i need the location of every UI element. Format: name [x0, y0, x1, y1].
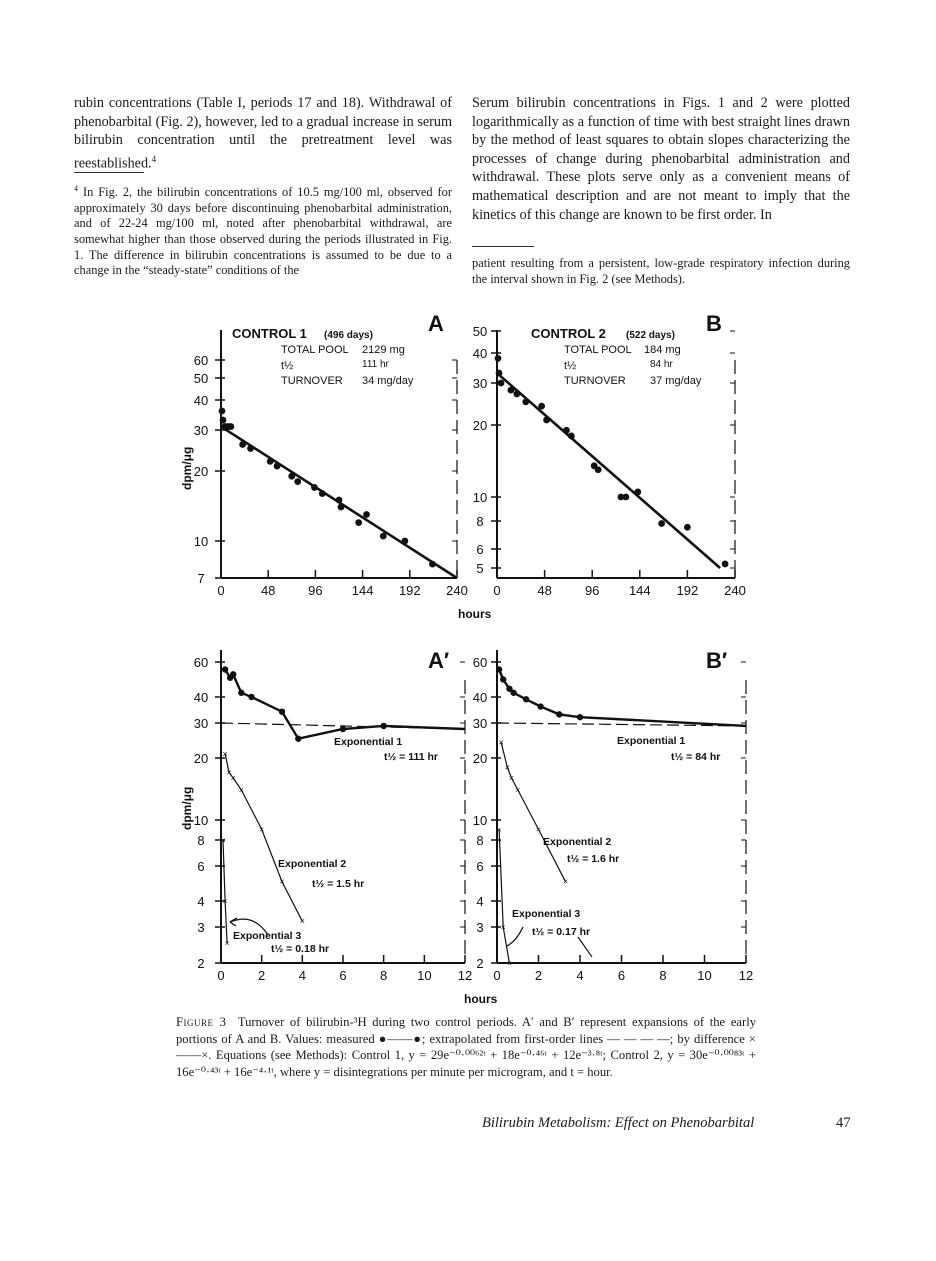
- panel-a2-exp3-t: t½ = 0.18 hr: [271, 943, 330, 955]
- y-tick-label: 20: [193, 751, 209, 766]
- panel-b-data-point: [498, 380, 505, 387]
- x-tick-label: 48: [260, 583, 276, 598]
- panel-b-data-point: [543, 417, 550, 424]
- panel-b-data-point: [658, 520, 665, 527]
- x-tick-label: 12: [738, 968, 754, 983]
- x-tick-label: 4: [298, 968, 306, 983]
- panel-b-turnover-label: TURNOVER: [564, 375, 626, 387]
- y-tick-label: 30: [472, 716, 488, 731]
- panel-a-data-point: [363, 511, 370, 518]
- y-tick-label: 6: [197, 859, 205, 874]
- y-tick-label: 8: [197, 833, 205, 848]
- right-footnote-text: patient resulting from a persistent, low-grade respiratory infection during the interval shown in Fig. 2 (see Methods).: [472, 256, 850, 286]
- panel-a2-exp2-cross: ×: [222, 748, 228, 759]
- x-tick-label: 0: [217, 583, 225, 598]
- panel-b-turnover-value: 37 mg/day: [650, 375, 702, 387]
- panel-b-data-point: [563, 427, 570, 434]
- y-tick-label: 40: [193, 393, 209, 408]
- panel-a2-exp2-cross: ×: [226, 767, 232, 778]
- panel-a2-exp2-cross: ×: [259, 824, 265, 835]
- y-tick-label: 10: [472, 813, 488, 828]
- x-tick-label: 48: [537, 583, 552, 598]
- y-tick-label: 4: [197, 894, 205, 909]
- ylabel-top: dpm/μg: [180, 446, 194, 490]
- x-tick-label: 8: [659, 968, 667, 983]
- panel-b-data-point: [538, 403, 545, 410]
- panel-a-title: CONTROL 1: [232, 326, 307, 341]
- figure-caption: [176, 1014, 756, 1080]
- x-tick-label: 192: [676, 583, 699, 598]
- panel-a-thalf-value: 111 hr: [362, 359, 389, 370]
- x-tick-label: 8: [380, 968, 388, 983]
- panel-b-data-point: [684, 524, 691, 531]
- panel-b2-exp1: Exponential 1: [617, 735, 686, 747]
- panel-a-data-point: [247, 445, 254, 452]
- panel-b2-measured-point: [523, 696, 529, 702]
- caption-text: Turnover of bilirubin-³H during two control periods. A′ and B′ represent expansions of the early portions of A and B. Values: measured ●——●; extrapolated from first-order lines — — — —; by difference ×——×. Equations (see Methods): Control 1, y = 29e⁻⁰·⁰⁰⁶²ᵗ + 18e⁻⁰·⁴⁶ᵗ + 12e⁻³·⁸ᵗ; Control 2, y = 30e⁻⁰·⁰⁰⁸³ᵗ + 16e⁻⁰·⁴³ᵗ + 16e⁻⁴·¹ᵗ, where y = disintegrations per minute per microgram, and t = hour.: [176, 1015, 756, 1079]
- y-tick-label: 30: [472, 376, 488, 391]
- panel-a-data-point: [288, 473, 295, 480]
- panel-b2-measured-point: [496, 666, 502, 672]
- panel-b2-measured-point: [577, 714, 583, 720]
- panel-b2-measured-point: [556, 711, 562, 717]
- panel-a-data-point: [311, 484, 318, 491]
- footnote-text: In Fig. 2, the bilirubin concentrations of 10.5 mg/100 ml, observed for approximately 30 days before discontinuing phenobarbital administration, and of 22-24 mg/100 ml, noted after phenobarbital withdrawal, are somewhat higher than those observed during the periods illustrated in Fig. 1. The difference in bilirubin concentrations is assumed to be due to a change in the “steady-state” conditions of the: [74, 185, 452, 278]
- y-tick-label: 50: [193, 371, 209, 386]
- panel-b-label: B: [706, 311, 722, 336]
- x-tick-label: 10: [417, 968, 432, 983]
- y-tick-label: 20: [472, 751, 488, 766]
- x-tick-label: 96: [584, 583, 600, 598]
- panel-b-data-point: [623, 494, 630, 501]
- y-tick-label: 60: [193, 655, 209, 670]
- panel-a2-measured-point: [340, 726, 346, 732]
- panel-a-turnover-label: TURNOVER: [281, 375, 343, 387]
- y-tick-label: 40: [193, 690, 209, 705]
- x-tick-label: 192: [398, 583, 421, 598]
- y-tick-label: 6: [476, 859, 484, 874]
- panel-b-thalf-value: 84 hr: [650, 359, 673, 370]
- panel-b-fit-line: [497, 373, 720, 568]
- figure-axes: [194, 324, 753, 983]
- panel-a2-exp3-cross: ×: [224, 939, 230, 949]
- panel-a2-label: A′: [428, 648, 450, 673]
- panel-b2-measured-point: [510, 690, 516, 696]
- xlabel-top: hours: [458, 607, 492, 621]
- panel-b2-exp3-pointer: [578, 937, 592, 957]
- panel-b-data-point: [568, 433, 575, 440]
- panel-b2-exp2-cross: ×: [504, 762, 511, 773]
- panel-b2-exp1-t: t½ = 84 hr: [671, 751, 721, 763]
- panel-a-data-point: [267, 458, 274, 465]
- x-tick-label: 96: [308, 583, 323, 598]
- panel-b2-exp2-cross: ×: [535, 824, 542, 835]
- panel-a-turnover-value: 34 mg/day: [362, 375, 414, 387]
- panel-b-data-point: [634, 489, 641, 496]
- y-tick-label: 40: [472, 690, 488, 705]
- panel-a-data-point: [336, 497, 343, 504]
- panel-a2-measured-point: [222, 666, 228, 672]
- panel-b-thalf-label: t½: [564, 360, 577, 372]
- panel-a2-exp1: Exponential 1: [334, 736, 403, 748]
- panel-b2-measured-curve: [499, 670, 746, 726]
- panel-b2-exp2-cross: ×: [508, 772, 515, 783]
- y-tick-label: 10: [193, 534, 209, 549]
- panel-a2-measured-point: [279, 708, 285, 714]
- x-tick-label: 4: [576, 968, 584, 983]
- panel-b2-exp2-cross: ×: [515, 784, 521, 795]
- panel-a-data-point: [219, 408, 226, 415]
- panel-a2-exp2-line: [222, 754, 302, 921]
- panel-b-data-point: [496, 370, 503, 377]
- panel-b-data-point: [513, 391, 520, 398]
- panel-b2-exp3-t: t½ = 0.17 hr: [532, 926, 591, 938]
- panel-b2-exp2-cross: ×: [498, 737, 504, 748]
- panel-b2-exp2: Exponential 2: [543, 836, 612, 848]
- panel-b2-measured-point: [537, 703, 543, 709]
- x-tick-label: 10: [697, 968, 712, 983]
- panel-b-data-point: [522, 398, 529, 405]
- panel-a2-exp3-cross: ×: [220, 836, 226, 845]
- panel-b-pool-label: TOTAL POOL: [564, 344, 632, 356]
- panel-b-data-point: [722, 561, 729, 568]
- y-tick-label: 50: [472, 324, 488, 339]
- panel-a-thalf-label: t½: [281, 360, 294, 372]
- panel-a-data-point: [355, 519, 362, 526]
- panel-a2-exp3-cross: ×: [222, 897, 228, 906]
- y-tick-label: 3: [476, 920, 484, 935]
- x-tick-label: 2: [534, 968, 543, 983]
- y-tick-label: 8: [476, 833, 484, 848]
- panel-b-data-point: [595, 466, 602, 473]
- panel-a2-measured-point: [295, 736, 301, 742]
- y-tick-label: 2: [476, 956, 484, 971]
- y-tick-label: 30: [193, 423, 209, 438]
- panel-b-title: CONTROL 2: [531, 326, 606, 341]
- panel-b2-label: B′: [706, 648, 728, 673]
- y-tick-label: 8: [476, 514, 484, 529]
- panel-b-data-point: [495, 355, 502, 362]
- y-tick-label: 40: [472, 346, 488, 361]
- panel-b-pool-value: 184 mg: [644, 344, 681, 356]
- x-tick-label: 240: [724, 583, 746, 598]
- panel-b2-exp3-cross: ×: [507, 959, 512, 968]
- panel-a2-measured-point: [248, 694, 254, 700]
- panel-b2-exp2-t: t½ = 1.6 hr: [567, 853, 620, 865]
- panel-a-data-point: [220, 417, 227, 424]
- panel-b2-exp2-cross: ×: [562, 876, 569, 887]
- panel-b-days: (522 days): [626, 330, 675, 341]
- panel-a2-exp3-arrowhead: [230, 918, 237, 926]
- panel-b2-exp3-arrow: [507, 927, 523, 946]
- x-tick-label: 0: [217, 968, 225, 983]
- panel-b2-exp3-cross: ×: [496, 825, 502, 835]
- panel-a-data-point: [274, 463, 281, 470]
- panel-a2-exp2-cross: ×: [299, 916, 305, 927]
- running-head: Bilirubin Metabolism: Effect on Phenobarbital: [482, 1115, 755, 1131]
- x-tick-label: 6: [617, 968, 626, 983]
- panel-a-data-point: [429, 561, 436, 568]
- panel-a-data-point: [227, 423, 234, 430]
- panel-a2-exp2-cross: ×: [238, 784, 244, 795]
- panel-b2-exp3: Exponential 3: [512, 908, 581, 920]
- panel-a2-exp2-cross: ×: [279, 876, 285, 887]
- caption-label: Figure 3: [176, 1015, 227, 1029]
- xlabel-bottom: hours: [464, 992, 498, 1006]
- panel-a2-exp1-t: t½ = 111 hr: [384, 751, 438, 763]
- x-tick-label: 12: [457, 968, 473, 983]
- panel-b2-exp2-line: [501, 742, 565, 881]
- y-tick-label: 5: [476, 561, 484, 576]
- panel-a2-exp2-t: t½ = 1.5 hr: [312, 878, 365, 890]
- panel-b2-exp3-cross: ×: [500, 923, 506, 932]
- panel-a-data-point: [294, 478, 301, 485]
- page-number: 47: [836, 1115, 851, 1131]
- left-paragraph: rubin concentrations (Table I, periods 17 and 18). Withdrawal of phenobarbital (Fig. 2), however, led to a gradual increase in serum bilirubin concentration until the pretreatment level was reestablished.: [74, 95, 452, 172]
- panel-a-data-point: [319, 490, 326, 497]
- panel-a-pool-label: TOTAL POOL: [281, 344, 349, 356]
- panel-a2-exp2-cross: ×: [230, 772, 236, 783]
- y-tick-label: 2: [197, 956, 205, 971]
- x-tick-label: 144: [351, 583, 374, 598]
- y-tick-label: 4: [476, 894, 484, 909]
- y-tick-label: 30: [193, 716, 209, 731]
- panel-a-pool-value: 2129 mg: [362, 344, 405, 356]
- x-tick-label: 6: [339, 968, 347, 983]
- panel-a-data-point: [338, 504, 345, 511]
- y-tick-label: 60: [472, 655, 488, 670]
- panel-a2-measured-point: [238, 690, 244, 696]
- x-tick-label: 240: [446, 583, 468, 598]
- panel-b2-measured-point: [500, 676, 506, 682]
- x-tick-label: 0: [493, 583, 501, 598]
- y-tick-label: 7: [197, 571, 205, 586]
- panel-a-data-point: [380, 533, 387, 540]
- y-tick-label: 60: [193, 353, 209, 368]
- x-tick-label: 2: [258, 968, 266, 983]
- panel-a2-measured-point: [380, 723, 386, 729]
- panel-a2-exp2: Exponential 2: [278, 858, 347, 870]
- panel-a-data-point: [401, 538, 408, 545]
- y-tick-label: 6: [476, 542, 484, 557]
- panel-b2-exp3-line: [499, 829, 509, 963]
- panel-a-label: A: [428, 311, 444, 336]
- x-tick-label: 0: [493, 968, 501, 983]
- panel-a2-measured-point: [230, 671, 236, 677]
- panel-a2-exp3: Exponential 3: [233, 930, 302, 942]
- ylabel-bottom: dpm/μg: [180, 786, 194, 830]
- y-tick-label: 10: [193, 813, 209, 828]
- x-tick-label: 144: [628, 583, 651, 598]
- y-tick-label: 20: [193, 464, 209, 479]
- panel-b-data-point: [507, 387, 514, 394]
- panel-a-days: (496 days): [324, 330, 373, 341]
- footnote-ref: 4: [151, 153, 157, 164]
- y-tick-label: 3: [197, 920, 205, 935]
- right-paragraph: Serum bilirubin concentrations in Figs. 1 and 2 were plotted logarithmically as a function of time with best straight lines drawn by the method of least squares to obtain slopes characterizing the processes of change during phenobarbital administration and withdrawal. These plots serve only as a convenient means of mathematical description and are not meant to imply that the kinetics of this change are known to be first order. In: [472, 95, 850, 223]
- footnote-number: 4: [74, 184, 78, 193]
- y-tick-label: 20: [472, 418, 488, 433]
- panel-a-data-point: [239, 441, 246, 448]
- y-tick-label: 10: [472, 490, 488, 505]
